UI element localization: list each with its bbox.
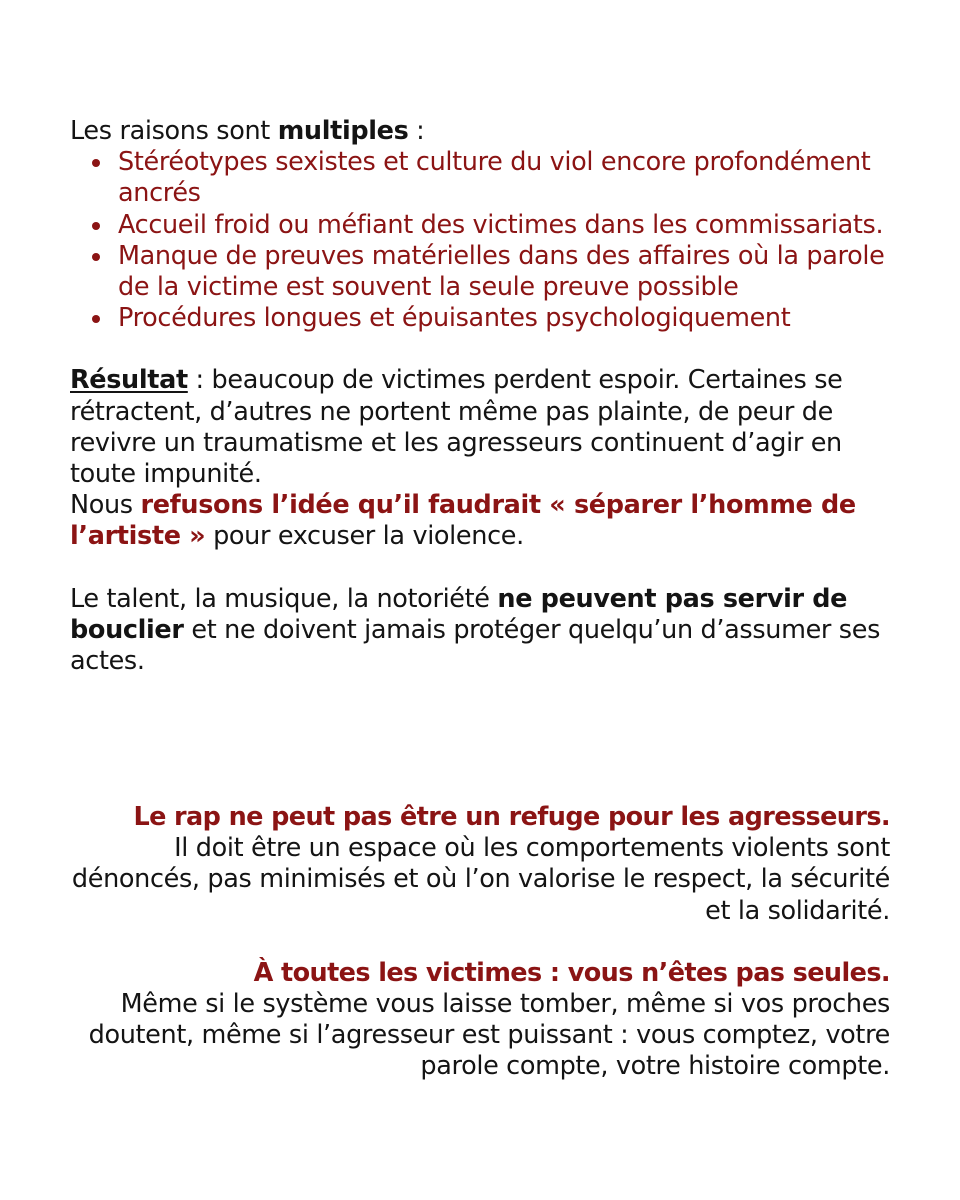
list-item: Accueil froid ou méfiant des victimes dans les commissariats. — [118, 210, 900, 241]
closing-block-victims — [70, 958, 890, 1083]
talent-paragraph — [70, 584, 900, 678]
intro-emphasis: multiples — [277, 116, 409, 146]
list-item: Stéréotypes sexistes et culture du viol encore profondément ancrés — [118, 147, 900, 209]
spacer — [70, 553, 900, 584]
closing-headline: Le rap ne peut pas être un refuge pour les agresseurs. — [133, 802, 890, 832]
result-paragraph — [70, 365, 900, 490]
list-item: Procédures longues et épuisantes psychologiquement — [118, 303, 900, 334]
list-item: Manque de preuves matérielles dans des affaires où la parole de la victime est souvent la seule preuve possible — [118, 241, 900, 303]
spacer — [70, 334, 900, 365]
result-label: Résultat — [70, 365, 188, 396]
intro-text: Les raisons sont — [70, 116, 278, 146]
document-body — [70, 116, 900, 677]
reasons-list — [70, 147, 900, 334]
intro-colon: : — [408, 116, 425, 146]
closing-body: Il doit être un espace où les comportements violents sont dénoncés, pas minimisés et où l’on valorise le respect, la sécurité et la solidarité. — [71, 833, 890, 926]
refusal-text-end: pour excuser la violence. — [205, 521, 524, 552]
closing-block-rap — [70, 802, 890, 927]
closing-section — [70, 802, 890, 1083]
refusal-text-start: Nous — [70, 490, 141, 521]
intro-paragraph — [70, 116, 900, 147]
closing-headline: À toutes les victimes : vous n’êtes pas seules. — [253, 957, 890, 988]
closing-body: Même si le système vous laisse tomber, même si vos proches doutent, même si l’agresseur est puissant : vous comptez, votre parole compte, votre histoire compte. — [88, 989, 890, 1082]
talent-emphasis: ne peuvent pas servir de bouclier — [70, 583, 848, 645]
refusal-paragraph — [70, 490, 900, 552]
result-text: : beaucoup de victimes perdent espoir. Certaines se rétractent, d’autres ne portent même pas plainte, de peur de revivre un traumatisme et les agresseurs continuent d’agir en toute impunité. — [70, 365, 843, 490]
refusal-emphasis: refusons l’idée qu’il faudrait « séparer l’homme de l’artiste » — [70, 490, 856, 552]
talent-text-start: Le talent, la musique, la notoriété — [70, 583, 498, 614]
talent-text-end: et ne doivent jamais protéger quelqu’un d’assumer ses actes. — [70, 614, 881, 677]
